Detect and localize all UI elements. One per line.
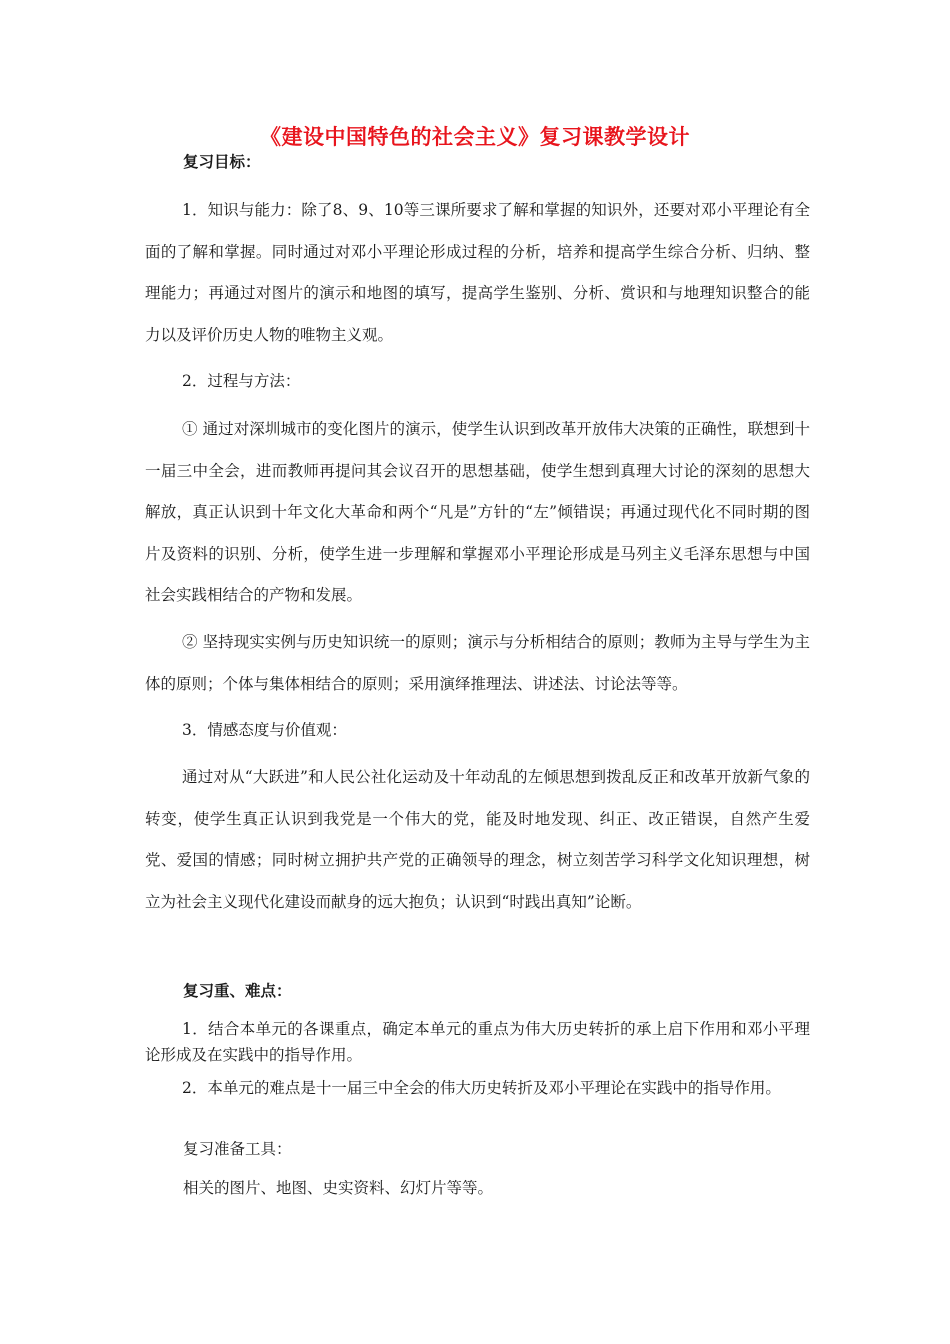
keypoint-2: 2．本单元的难点是十一届三中全会的伟大历史转折及邓小平理论在实践中的指导作用。 <box>182 1079 781 1097</box>
document-title: 《建设中国特色的社会主义》复习课教学设计 <box>260 124 690 149</box>
goal-knowledge-paragraph: 1．知识与能力：除了8、9、10等三课所要求了解和掌握的知识外，还要对邓小平理论有全面的了解和掌握。同时通过对邓小平理论形成过程的分析，培养和提高学生综合分析、归纳、整理能力；再通过对图片的演示和地图的填写，提高学生鉴别、分析、赏识和与地理知识整合的能力以及评价历史人物的唯物主义观。 <box>145 201 810 344</box>
goal-values-heading: 3．情感态度与价值观： <box>182 721 347 739</box>
tools-body: 相关的图片、地图、史实资料、幻灯片等等。 <box>183 1179 494 1197</box>
keypoint-1: 1．结合本单元的各课重点，确定本单元的重点为伟大历史转折的承上启下作用和邓小平理论形成及在实践中的指导作用。 <box>145 1020 810 1064</box>
goal-process-item-1: ① 通过对深圳城市的变化图片的演示，使学生认识到改革开放伟大决策的正确性，联想到十一届三中全会，进而教师再提问其会议召开的思想基础，使学生想到真理大讨论的深刻的思想大解放，真正认识到十年文化大革命和两个“凡是”方针的“左”倾错误；再通过现代化不同时期的图片及资料的识别、分析，使学生进一步理解和掌握邓小平理论形成是马列主义毛泽东思想与中国社会实践相结合的产物和发展。 <box>145 420 810 604</box>
goals-heading: 复习目标： <box>183 152 261 171</box>
goal-process-heading: 2．过程与方法： <box>182 372 301 390</box>
goal-process-item-2: ② 坚持现实实例与历史知识统一的原则；演示与分析相结合的原则；教师为主导与学生为主体的原则；个体与集体相结合的原则；采用演绎推理法、讲述法、讨论法等等。 <box>145 633 810 693</box>
goal-values-paragraph: 通过对从“大跃进”和人民公社化运动及十年动乱的左倾思想到拨乱反正和改革开放新气象的转变，使学生真正认识到我党是一个伟大的党，能及时地发现、纠正、改正错误，自然产生爱党、爱国的情感；同时树立拥护共产党的正确领导的理念，树立刻苦学习科学文化知识理想，树立为社会主义现代化建设而献身的远大抱负；认识到“时践出真知”论断。 <box>145 768 810 911</box>
tools-heading: 复习准备工具： <box>183 1140 292 1158</box>
keypoints-heading: 复习重、难点： <box>183 981 292 1000</box>
